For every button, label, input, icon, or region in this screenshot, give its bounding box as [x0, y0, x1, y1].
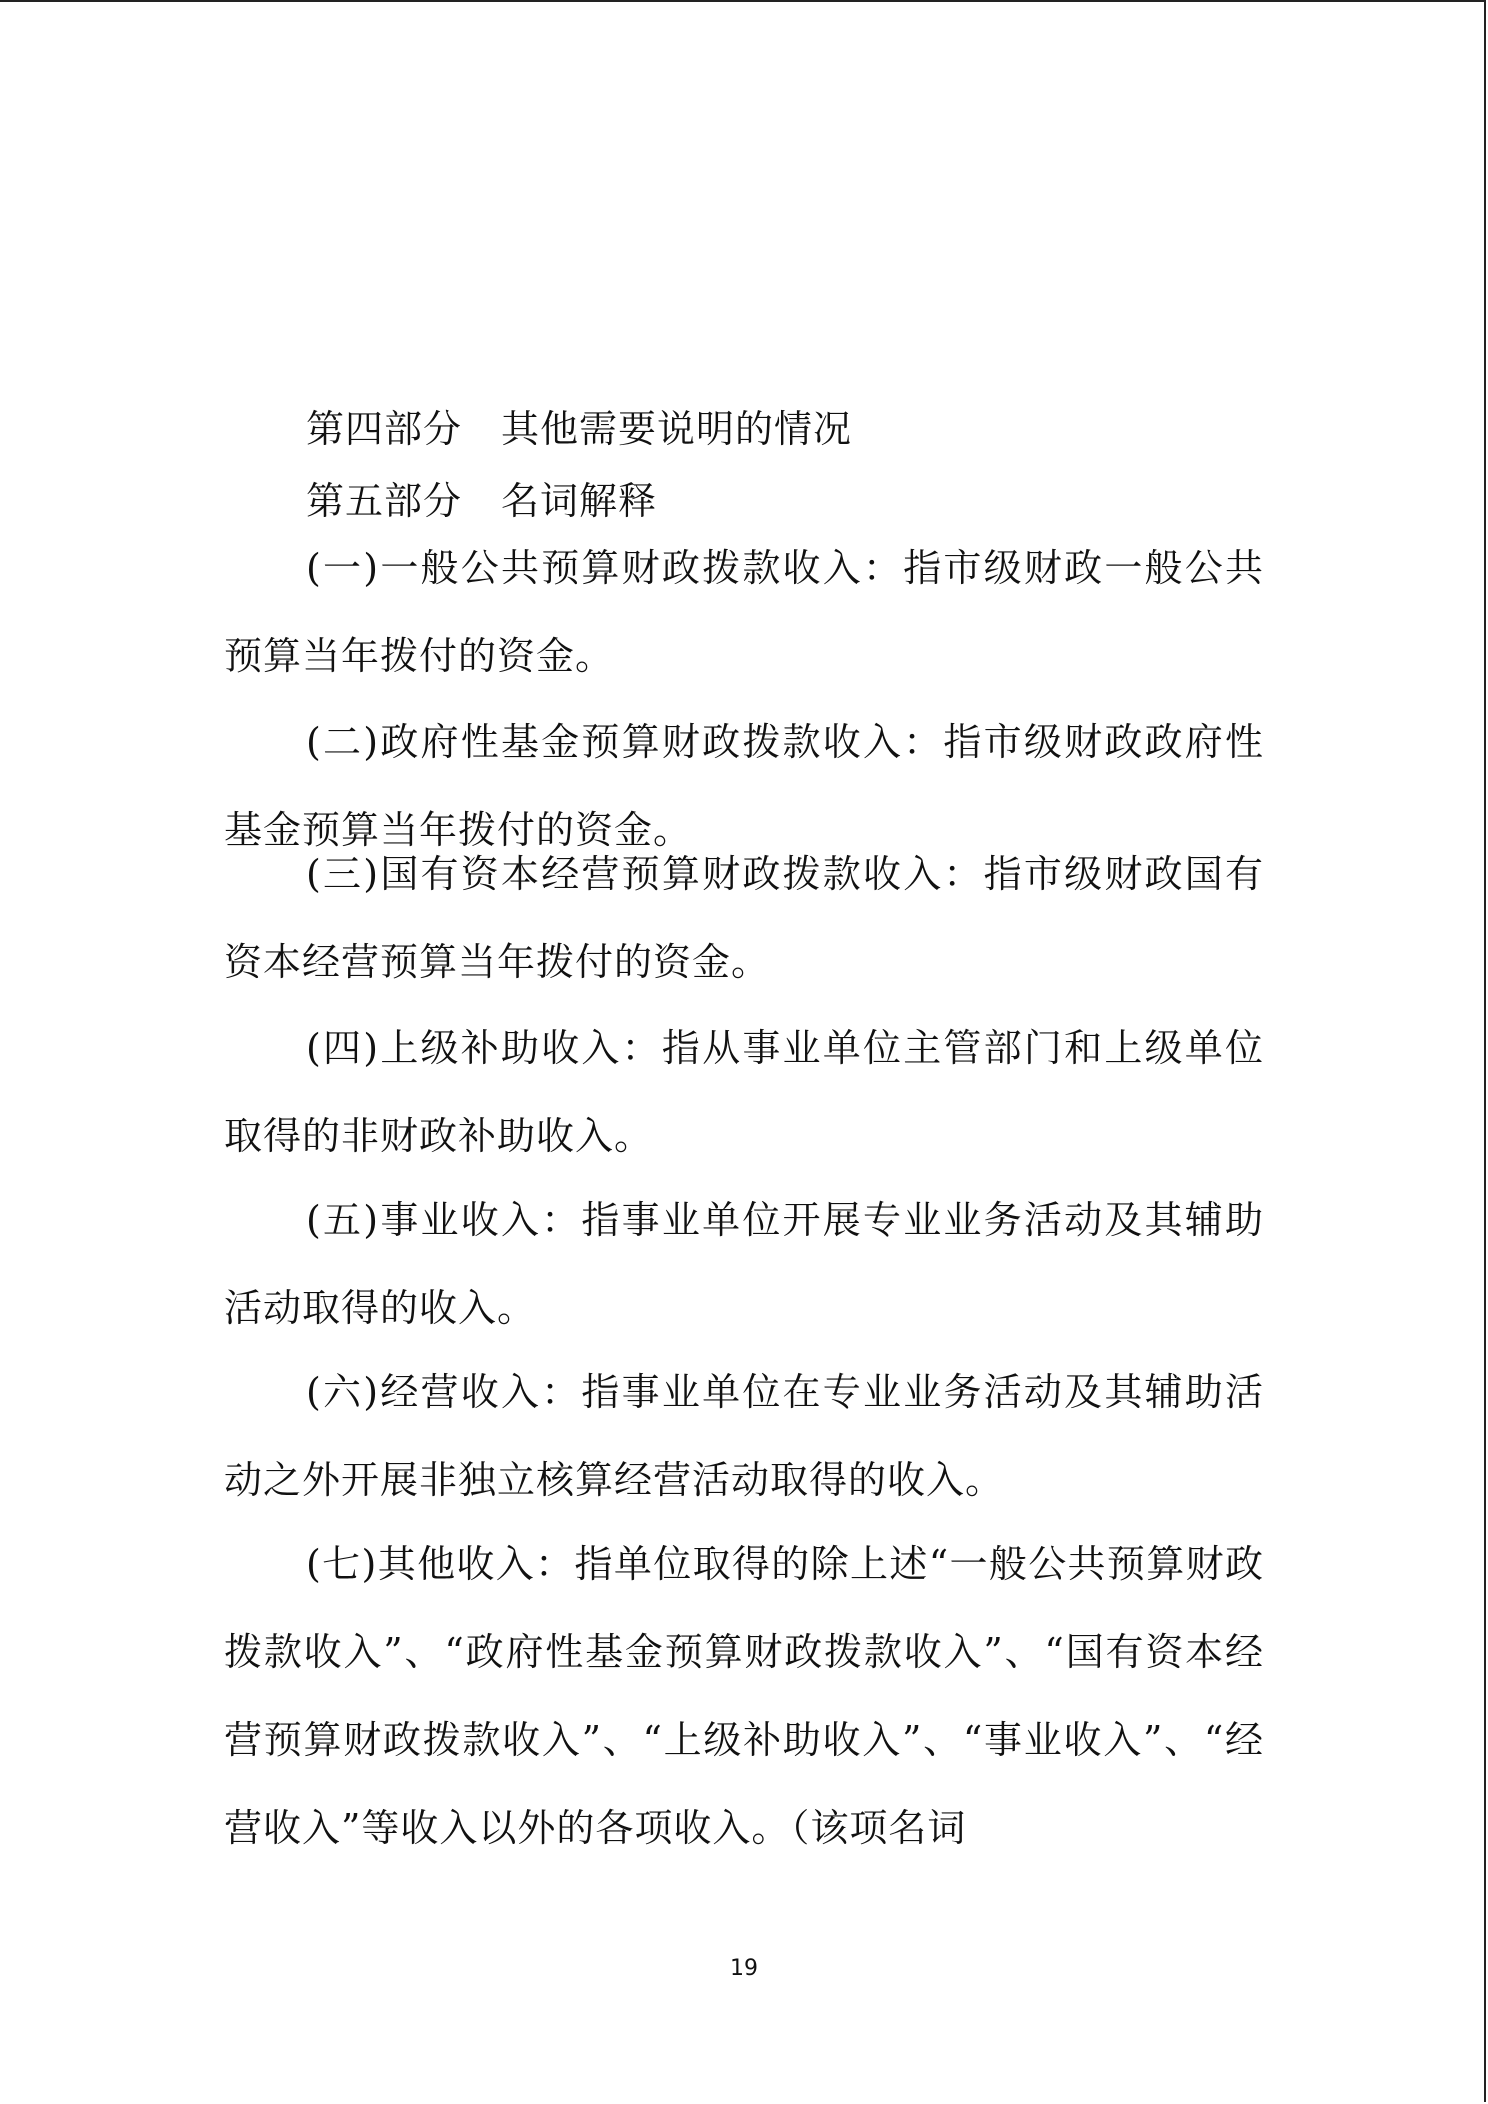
definition-paragraph-6: (六)经营收入：指事业单位在专业业务活动及其辅助活动之外开展非独立核算经营活动取得的收入。 [224, 1370, 1264, 1502]
section-heading-part-four: 第四部分 其他需要说明的情况 [306, 407, 853, 451]
definition-paragraph-3: (三)国有资本经营预算财政拨款收入：指市级财政国有资本经营预算当年拨付的资金。 [224, 852, 1264, 984]
definition-paragraph-1: (一)一般公共预算财政拨款收入：指市级财政一般公共预算当年拨付的资金。 [224, 546, 1264, 678]
definition-paragraph-7: (七)其他收入：指单位取得的除上述“一般公共预算财政拨款收入”、“政府性基金预算财政拨款收入”、“国有资本经营预算财政拨款收入”、“上级补助收入”、“事业收入”、“经营收入”等收入以外的各项收入。（该项名词 [224, 1542, 1264, 1850]
section-heading-part-five: 第五部分 名词解释 [306, 479, 658, 523]
definition-paragraph-5: (五)事业收入：指事业单位开展专业业务活动及其辅助活动取得的收入。 [224, 1198, 1264, 1330]
definition-paragraph-2: (二)政府性基金预算财政拨款收入：指市级财政政府性基金预算当年拨付的资金。 [224, 720, 1264, 852]
page-number: 19 [730, 1956, 758, 1981]
definition-paragraph-4: (四)上级补助收入：指从事业单位主管部门和上级单位取得的非财政补助收入。 [224, 1026, 1264, 1158]
